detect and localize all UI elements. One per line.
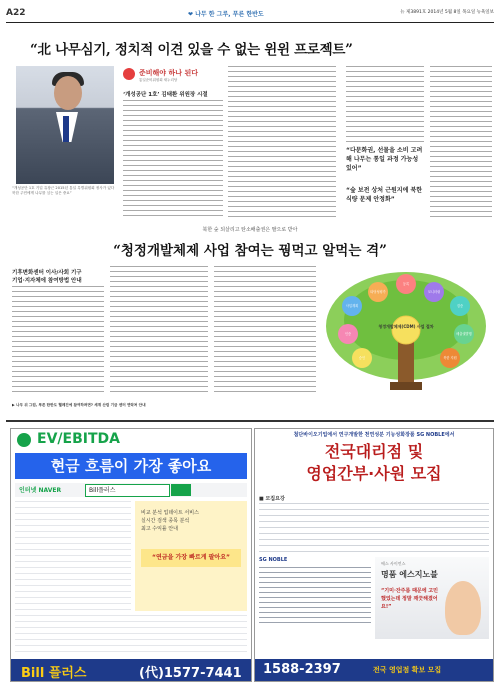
tree-center-label: 청정개발체제(CDM) 사업 절차	[378, 324, 434, 329]
pull-quote-1: “다문화권, 선물을 소비 고려해 나무는 통일 과정 가능성 있어”	[346, 147, 423, 172]
party-sub: 통일준비위원회 새누리당	[139, 78, 178, 82]
party-name: 준비해야 하나 된다	[139, 69, 198, 77]
headline-line1: 전국대리점 및	[324, 442, 424, 461]
interview-photo	[16, 66, 114, 184]
search-bar[interactable]	[15, 483, 247, 497]
ad-right-headline	[255, 441, 493, 491]
ad-ev-ebitda[interactable]	[10, 428, 252, 682]
promo-item: 최고 수익률 안내	[141, 526, 178, 532]
article2-left-head1: 기후변화센터 이사/사회 기구	[12, 270, 82, 276]
recruit-table	[259, 503, 489, 553]
article2-col2	[110, 266, 208, 396]
bubble-label: 배출권발행	[456, 332, 472, 336]
ad-right-body	[259, 557, 371, 637]
product-panel	[375, 557, 489, 639]
bubble-label: 북한 지원	[443, 356, 457, 360]
bubble-label: 사업계획	[345, 304, 359, 308]
section-divider	[6, 420, 494, 422]
model-face	[445, 581, 481, 635]
promo-item: 실시간 검색 종목 분석	[141, 518, 190, 524]
product-slogan: “기미·잔주름 때문에 고민 했었는데 정말 깨끗해졌어요!”	[381, 588, 438, 610]
stock-table	[15, 501, 131, 611]
phone-number[interactable]: 1588-2397	[263, 662, 341, 677]
hiring-label: 전국 영업점 확보 모집	[373, 666, 442, 674]
ad-right-top: 첨단바이오기업에서 연구개발한 천연성분 기능성화장품 SG NOBLE에서	[255, 429, 493, 441]
footnote: ▶ 나무 위 그림, 푸른 한반도 헬레진에 참여하려면? 세계 산림 기금 센터 연락처 안내	[12, 403, 146, 407]
ad-left-title: EV/EBITDA	[37, 431, 120, 447]
slogan: ❤ 나무 한 그루, 푸른 한반도	[188, 11, 264, 18]
article1-col1	[123, 100, 223, 218]
recruit-label: ■ 모집요강	[259, 496, 285, 502]
article2-col1	[12, 286, 104, 396]
headline-line2: 영업간부·사원 모집	[306, 464, 442, 483]
text-line	[123, 100, 223, 218]
head-shape	[54, 76, 82, 110]
brand-name: SG NOBLE	[259, 557, 288, 563]
tree-roots	[390, 382, 422, 390]
text-line	[12, 286, 104, 396]
promo-box	[135, 501, 247, 611]
phone-number[interactable]: (代)1577-7441	[139, 666, 242, 681]
product-title: 명품 에스지노블	[381, 570, 438, 579]
article1-col3	[346, 66, 424, 142]
ad-left-header	[11, 429, 251, 451]
party-logo-icon	[123, 68, 135, 80]
article1-headline: “北 나무심기, 정치적 이견 있을 수 없는 윈윈 프로젝트”	[30, 42, 353, 58]
text-line	[228, 66, 336, 218]
party-banner	[123, 66, 219, 88]
page-number: A22	[6, 8, 26, 18]
article2-left-head2: 기업·지자체에 참여방법 안내	[12, 278, 82, 284]
company-name: Bill 플러스	[21, 666, 87, 681]
text-line	[110, 266, 208, 396]
naver-label: 인터넷 NAVER	[19, 487, 62, 494]
text-line	[430, 66, 492, 218]
tie-shape	[63, 116, 69, 142]
pull-quote-2: “숲 보전 상처 근원지에 북한 식량 문제 안정화”	[346, 187, 423, 203]
tree-center-badge	[392, 316, 420, 344]
bubble-label: 승인	[358, 356, 366, 360]
text-line	[214, 266, 316, 396]
bubble-label: 인증	[344, 332, 352, 336]
article1-col2	[228, 66, 336, 218]
promo-list	[141, 509, 241, 533]
ad-left-headline: 현금 흐름이 가장 좋아요	[15, 453, 247, 479]
up-arrow-icon	[17, 433, 31, 447]
promo-item: 비교 분석 업데이트 서비스	[141, 510, 199, 516]
text-line	[346, 66, 424, 142]
bubble-label: 검증	[456, 304, 464, 308]
article2-headline: “청정개발체제 사업 참여는 꿩먹고 알먹는 격”	[113, 243, 387, 259]
page-header	[6, 6, 494, 23]
search-button[interactable]	[171, 484, 191, 496]
bubble-label: 등록	[402, 282, 410, 286]
text-line	[259, 567, 371, 627]
stock-table-2	[15, 615, 247, 655]
article2-col3	[214, 266, 316, 396]
article2-subtitle: 북한 숲 되살리고 탄소배출권은 팔으로 받아	[202, 227, 298, 233]
article1-col4	[430, 66, 492, 218]
ad-right-footer[interactable]	[255, 659, 493, 681]
tree-caption	[322, 398, 490, 402]
cdm-tree-infographic	[322, 270, 490, 396]
ad-sg-noble[interactable]	[254, 428, 494, 682]
search-input[interactable]: Bill플러스	[85, 484, 170, 497]
promo-highlight: “연금을 가장 빠르게 팔아요”	[141, 549, 241, 567]
interview-lead: ‘개성공단 1호’ 김태환 위원장 시절	[123, 92, 208, 98]
ad-left-footer[interactable]	[11, 659, 251, 681]
issue-info: 뉴 제3891호 2014년 5월 8일 목요일 뉴욕일보	[400, 10, 494, 15]
product-label: 에스 사이언스	[381, 561, 406, 566]
bubble-label: 모니터링	[427, 290, 441, 294]
photo-caption: “개성공단 1호 기업 유창근 2015년 통일 특별위원회 정사가 있다 북한 주민에게 나무를 심는 일은 중요”	[12, 186, 115, 196]
bubble-label: 타당성평가	[370, 290, 386, 294]
